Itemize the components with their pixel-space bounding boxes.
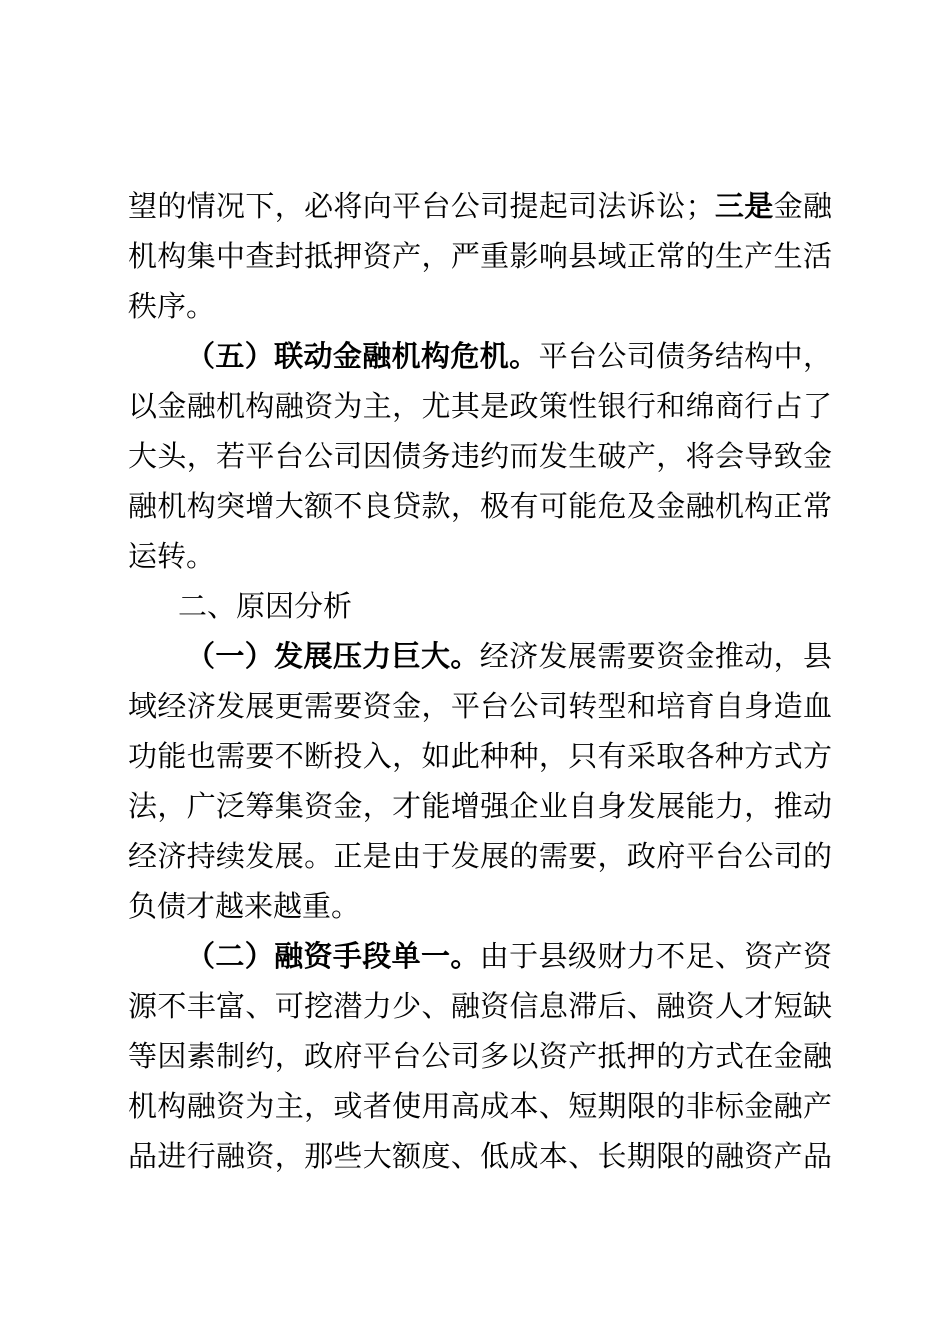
text-line: 机构融资为主，或者使用高成本、短期限的非标金融产 <box>128 1089 832 1123</box>
text-line: 以金融机构融资为主，尤其是政策性银行和绵商行占了 <box>128 389 832 423</box>
text-line: 运转。 <box>128 539 216 573</box>
text-line: 品进行融资，那些大额度、低成本、长期限的融资产品 <box>128 1139 832 1173</box>
text-line: 望的情况下，必将向平台公司提起司法诉讼；三是金融 <box>128 189 832 223</box>
text-line: 等因素制约，政府平台公司多以资产抵押的方式在金融 <box>128 1039 832 1073</box>
text-line: 机构集中查封抵押资产，严重影响县域正常的生产生活 <box>128 239 832 273</box>
text-line: 大头，若平台公司因债务违约而发生破产，将会导致金 <box>128 439 832 473</box>
subsection-heading-5: （五）联动金融机构危机。平台公司债务结构中， <box>186 339 832 373</box>
subsection-heading-1: （一）发展压力巨大。经济发展需要资金推动，县 <box>186 639 832 673</box>
section-heading: 二、原因分析 <box>178 589 353 623</box>
text-line: 融机构突增大额不良贷款，极有可能危及金融机构正常 <box>128 489 832 523</box>
subsection-title: （五）联动金融机构危机。 <box>186 339 539 373</box>
text-line: 域经济发展更需要资金，平台公司转型和培育自身造血 <box>128 689 832 723</box>
text-line: 功能也需要不断投入，如此种种，只有采取各种方式方 <box>128 739 832 773</box>
subsection-title: （一）发展压力巨大。 <box>186 639 480 673</box>
text-line: 负债才越来越重。 <box>128 889 361 923</box>
text-line: 源不丰富、可挖潜力少、融资信息滞后、融资人才短缺 <box>128 989 832 1023</box>
subsection-heading-2: （二）融资手段单一。由于县级财力不足、资产资 <box>186 939 832 973</box>
subsection-title: （二）融资手段单一。 <box>186 939 480 973</box>
text-line: 经济持续发展。正是由于发展的需要，政府平台公司的 <box>128 839 832 873</box>
text-line: 法，广泛筹集资金，才能增强企业自身发展能力，推动 <box>128 789 832 823</box>
bold-phrase: 三是 <box>714 189 774 223</box>
text-line: 秩序。 <box>128 289 216 323</box>
